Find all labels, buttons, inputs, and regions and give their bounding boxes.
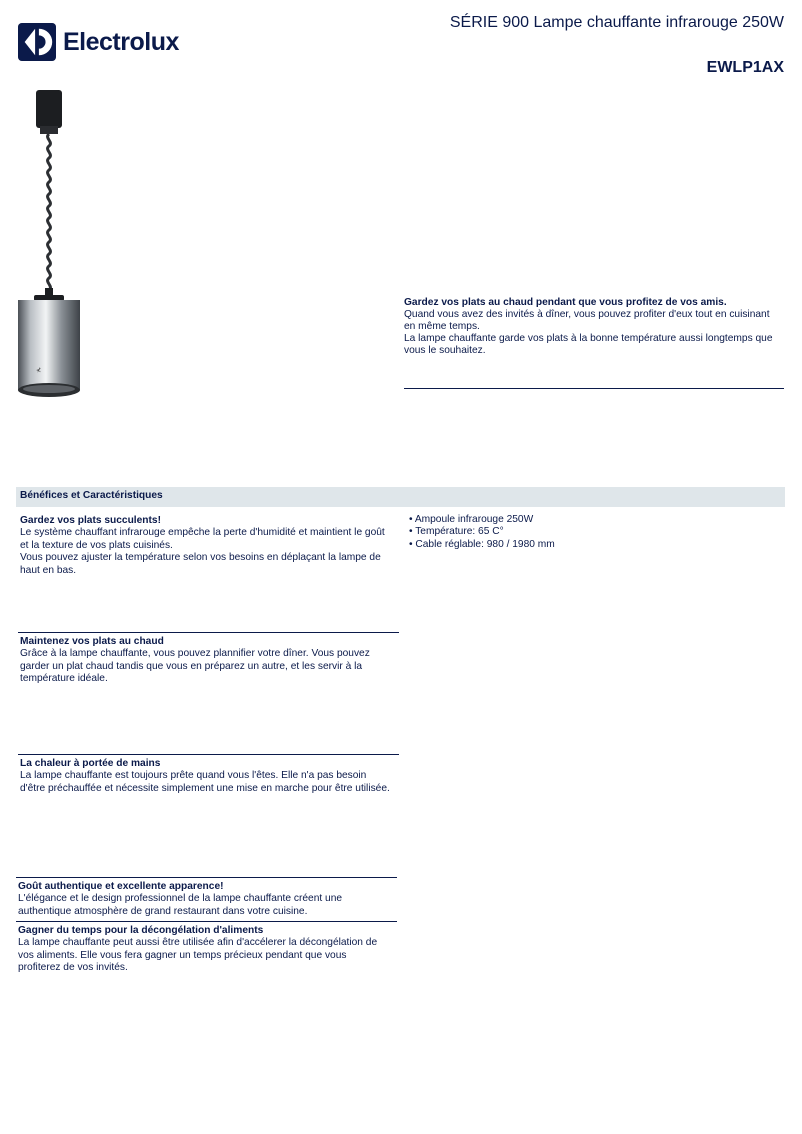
brand-name: Electrolux	[63, 27, 179, 56]
divider	[18, 632, 399, 633]
model-code: EWLP1AX	[706, 59, 784, 76]
feature-block	[20, 758, 392, 795]
spec-item: • Ampoule infrarouge 250W	[409, 514, 534, 525]
feature-title: Gardez vos plats succulents!	[20, 515, 161, 526]
spec-item: • Température: 65 C°	[409, 526, 504, 538]
section-title: Bénéfices et Caractéristiques	[20, 490, 163, 501]
spec-item: • Cable réglable: 980 / 1980 mm	[409, 538, 555, 550]
feature-text: La lampe chauffante est toujours prête quand vous l'êtes. Elle n'a pas besoin d'être préchauffée et nécessite simplement une mise en marche pour être utilisée.	[20, 770, 390, 794]
feature-title: Gagner du temps pour la décongélation d'aliments	[18, 925, 264, 936]
brand-logo	[18, 22, 188, 62]
feature-text: L'élégance et le design professionnel de la lampe chauffante créent une authentique atmosphère de grand restaurant dans votre cuisine.	[18, 893, 343, 917]
feature-text: La lampe chauffante peut aussi être utilisée afin d'accélerer la décongélation de vos aliments. Elle vous fera gagner un temps précieux pendant que vous profiterez de vos invités.	[18, 937, 378, 974]
feature-block	[20, 636, 392, 686]
feature-title: Goût authentique et excellente apparence!	[18, 881, 224, 892]
divider	[404, 388, 784, 389]
divider	[18, 754, 399, 755]
divider	[16, 877, 397, 878]
specs-list	[409, 514, 555, 551]
product-title: SÉRIE 900 Lampe chauffante infrarouge 250W	[449, 14, 784, 31]
feature-text: Le système chauffant infrarouge empêche la perte d'humidité et maintient le goût et la texture de vos plats cuisinés.	[20, 527, 385, 551]
intro-paragraph: La lampe chauffante garde vos plats à la bonne température aussi longtemps que vous le souhaitez.	[404, 333, 773, 356]
feature-title: La chaleur à portée de mains	[20, 758, 161, 769]
intro-paragraph: Quand vous avez des invités à dîner, vous pouvez profiter d'eux tout en cuisinant en même temps.	[404, 309, 770, 332]
divider	[16, 921, 397, 922]
heat-lamp-product-image	[14, 88, 84, 400]
intro-block	[404, 297, 780, 357]
feature-title: Maintenez vos plats au chaud	[20, 636, 164, 647]
intro-title: Gardez vos plats au chaud pendant que vous profitez de vos amis.	[404, 297, 727, 308]
feature-block	[20, 515, 392, 577]
feature-block	[18, 925, 390, 975]
electrolux-logo-icon	[18, 23, 56, 61]
feature-text: Grâce à la lampe chauffante, vous pouvez plannifier votre dîner. Vous pouvez garder un plat chaud tandis que vous en préparez un autre, et les servir à la température idéale.	[20, 648, 370, 685]
svg-text:⊀: ⊀	[36, 367, 42, 374]
feature-block	[18, 881, 390, 918]
feature-text: Vous pouvez ajuster la température selon vos besoins en déplaçant la lampe de haut en bas.	[20, 552, 381, 576]
